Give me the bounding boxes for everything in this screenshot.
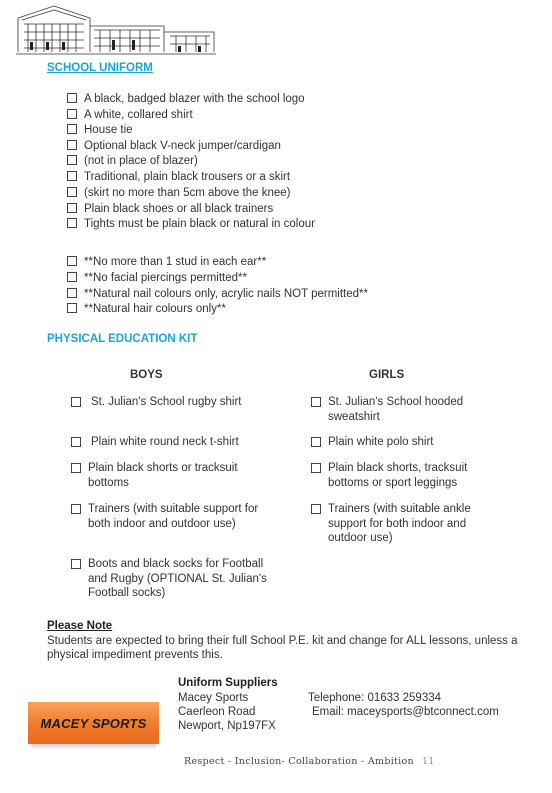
logo-text: MACEY SPORTS [40,715,147,731]
checkbox[interactable] [71,397,81,407]
girls-kit-item[interactable]: Plain black shorts, tracksuit bottoms or sport leggings [311,461,496,490]
pe-section-title: PHYSICAL EDUCATION KIT [47,333,198,345]
page-number: 11 [421,756,435,767]
logo-reflection [32,744,156,750]
macey-sports-logo [28,702,159,744]
uniform-item[interactable]: House tie [67,123,133,137]
uniform-item[interactable]: A white, collared shirt [67,108,193,122]
checkbox[interactable] [311,504,321,514]
boys-kit-item[interactable]: St. Julian's School rugby shirt [71,395,276,410]
checkbox[interactable] [67,124,77,134]
uniform-rule[interactable]: **Natural nail colours only, acrylic nails NOT permitted** [67,287,368,301]
checkbox[interactable] [67,93,77,103]
girls-kit-item[interactable]: Trainers (with suitable ankle support for both indoor and outdoor use) [311,502,496,546]
checkbox[interactable] [71,463,81,473]
checkbox[interactable] [71,504,81,514]
uniform-item[interactable]: Tights must be plain black or natural in colour [67,217,315,231]
checkbox[interactable] [67,256,77,266]
school-building-sketch [14,2,218,56]
checkbox[interactable] [71,559,81,569]
checkbox[interactable] [67,140,77,150]
uniform-rule[interactable]: **Natural hair colours only** [67,302,226,316]
suppliers-title: Uniform Suppliers [178,677,278,689]
uniform-section-title: SCHOOL UNIFORM [47,62,153,74]
uniform-rule[interactable]: **No facial piercings permitted** [67,271,247,285]
boys-kit-item[interactable]: Trainers (with suitable support for both indoor and outdoor use) [71,502,281,531]
checkbox[interactable] [67,203,77,213]
checkbox[interactable] [67,155,77,165]
checkbox[interactable] [311,437,321,447]
checkbox[interactable] [67,187,77,197]
footer [184,756,435,767]
girls-kit-item[interactable]: St. Julian's School hooded sweatshirt [311,395,491,424]
uniform-item[interactable]: (skirt no more than 5cm above the knee) [67,186,290,200]
checkbox[interactable] [71,437,81,447]
note-text: Students are expected to bring their full School P.E. kit and change for ALL lessons, unless a physical impediment prevents this. [47,635,518,661]
uniform-item[interactable]: Optional black V-neck jumper/cardigan [67,139,281,153]
girls-heading: GIRLS [369,369,405,381]
girls-kit-item[interactable]: Plain white polo shirt [311,435,511,450]
note-title: Please Note [47,620,113,632]
boys-heading: BOYS [130,369,163,381]
school-motto: Respect - Inclusion- Collaboration - Ambition [184,756,414,767]
checkbox[interactable] [67,109,77,119]
uniform-item[interactable]: A black, badged blazer with the school logo [67,92,305,106]
supplier-telephone: Telephone: 01633 259334 [308,692,442,704]
boys-kit-item[interactable]: Plain white round neck t-shirt [71,435,276,450]
checkbox[interactable] [67,171,77,181]
checkbox[interactable] [67,303,77,313]
supplier-address-line1: Caerleon Road [178,706,256,718]
supplier-email[interactable]: Email: maceysports@btconnect.com [312,706,499,718]
supplier-address-line2: Newport, Np197FX [178,720,276,732]
checkbox[interactable] [67,272,77,282]
checkbox[interactable] [311,463,321,473]
boys-kit-item[interactable]: Plain black shorts or tracksuit bottoms [71,461,271,490]
boys-kit-item[interactable]: Boots and black socks for Football and Rugby (OPTIONAL St. Julian's Football socks) [71,557,283,601]
checkbox[interactable] [67,218,77,228]
supplier-name: Macey Sports [178,692,249,704]
checkbox[interactable] [67,288,77,298]
uniform-item[interactable]: Traditional, plain black trousers or a skirt [67,170,290,184]
uniform-item[interactable]: Plain black shoes or all black trainers [67,202,273,216]
checkbox[interactable] [311,397,321,407]
uniform-rule[interactable]: **No more than 1 stud in each ear** [67,255,266,269]
uniform-item[interactable]: (not in place of blazer) [67,154,198,168]
